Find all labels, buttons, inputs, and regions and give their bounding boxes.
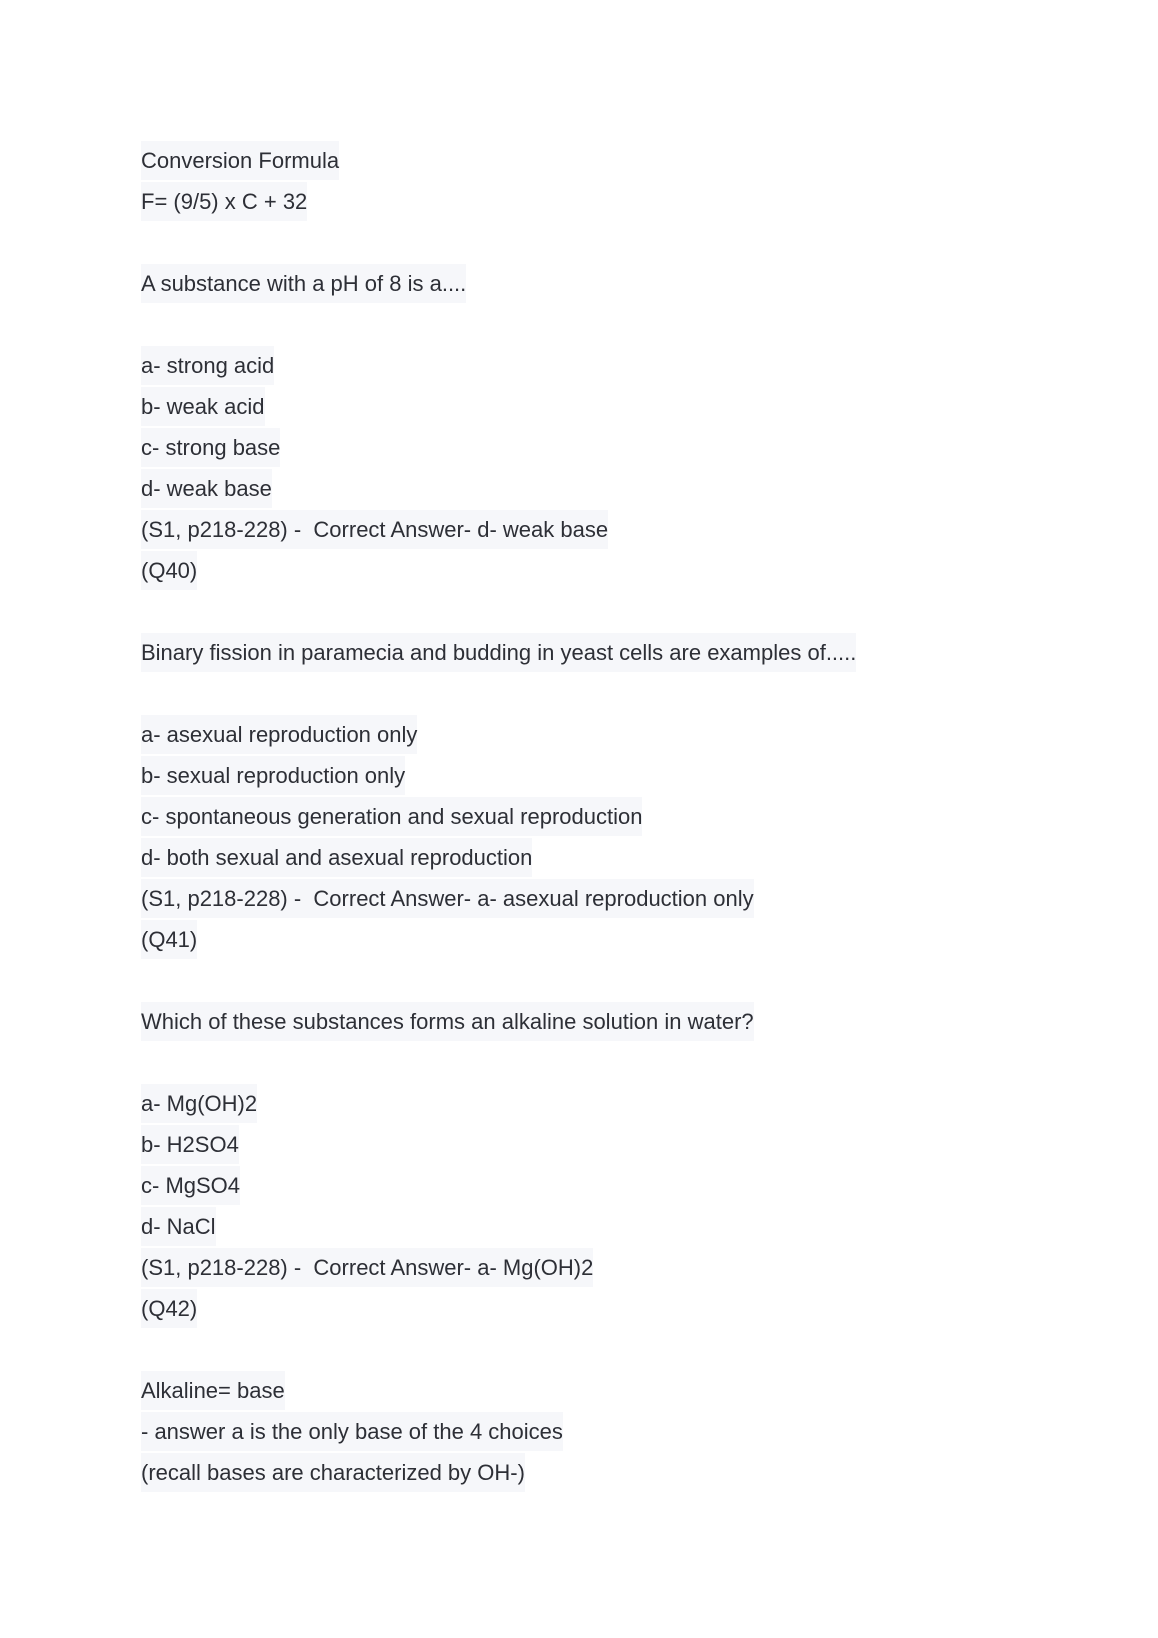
option-b: b- H2SO4 xyxy=(141,1125,239,1164)
option-c: c- spontaneous generation and sexual reproduction xyxy=(141,797,642,836)
option-line xyxy=(141,755,1101,796)
option-line xyxy=(141,345,1101,386)
question-prompt-line xyxy=(141,632,1101,673)
correct-answer: (S1, p218-228) - Correct Answer- d- weak base xyxy=(141,510,608,549)
correct-answer: (S1, p218-228) - Correct Answer- a- Mg(OH)2 xyxy=(141,1248,593,1287)
question-code-line xyxy=(141,919,1101,960)
question-prompt: Binary fission in paramecia and budding in yeast cells are examples of..... xyxy=(141,633,856,672)
correct-answer: (S1, p218-228) - Correct Answer- a- asexual reproduction only xyxy=(141,879,754,918)
option-line xyxy=(141,714,1101,755)
answer-line xyxy=(141,509,1101,550)
spacer xyxy=(141,591,1101,632)
option-d: d- both sexual and asexual reproduction xyxy=(141,838,532,877)
question-code: (Q41) xyxy=(141,920,197,959)
option-line xyxy=(141,837,1101,878)
option-line xyxy=(141,468,1101,509)
option-b: b- sexual reproduction only xyxy=(141,756,405,795)
spacer xyxy=(141,960,1101,1001)
option-a: a- Mg(OH)2 xyxy=(141,1084,257,1123)
question-code-line xyxy=(141,550,1101,591)
option-line xyxy=(141,386,1101,427)
document-page xyxy=(141,140,1101,1493)
question-code: (Q42) xyxy=(141,1289,197,1328)
spacer xyxy=(141,1042,1101,1083)
option-line xyxy=(141,427,1101,468)
question-code: (Q40) xyxy=(141,551,197,590)
question-prompt: Which of these substances forms an alkaline solution in water? xyxy=(141,1002,754,1041)
spacer xyxy=(141,304,1101,345)
option-c: c- MgSO4 xyxy=(141,1166,240,1205)
intro-title: Conversion Formula xyxy=(141,141,339,180)
note: Alkaline= base xyxy=(141,1371,285,1410)
option-a: a- strong acid xyxy=(141,346,274,385)
question-code-line xyxy=(141,1288,1101,1329)
option-line xyxy=(141,1124,1101,1165)
question-prompt: A substance with a pH of 8 is a.... xyxy=(141,264,466,303)
intro-formula-line xyxy=(141,181,1101,222)
conversion-formula: F= (9/5) x C + 32 xyxy=(141,182,307,221)
option-line xyxy=(141,1165,1101,1206)
option-line xyxy=(141,1083,1101,1124)
spacer xyxy=(141,673,1101,714)
answer-line xyxy=(141,878,1101,919)
option-d: d- weak base xyxy=(141,469,272,508)
answer-line xyxy=(141,1247,1101,1288)
option-c: c- strong base xyxy=(141,428,280,467)
option-d: d- NaCl xyxy=(141,1207,216,1246)
note-line xyxy=(141,1370,1101,1411)
option-line xyxy=(141,1206,1101,1247)
option-line xyxy=(141,796,1101,837)
intro-title-line xyxy=(141,140,1101,181)
option-a: a- asexual reproduction only xyxy=(141,715,417,754)
note: (recall bases are characterized by OH-) xyxy=(141,1453,525,1492)
note-line xyxy=(141,1411,1101,1452)
question-prompt-line xyxy=(141,263,1101,304)
note: - answer a is the only base of the 4 choices xyxy=(141,1412,563,1451)
question-prompt-line xyxy=(141,1001,1101,1042)
note-line xyxy=(141,1452,1101,1493)
spacer xyxy=(141,222,1101,263)
option-b: b- weak acid xyxy=(141,387,265,426)
spacer xyxy=(141,1329,1101,1370)
